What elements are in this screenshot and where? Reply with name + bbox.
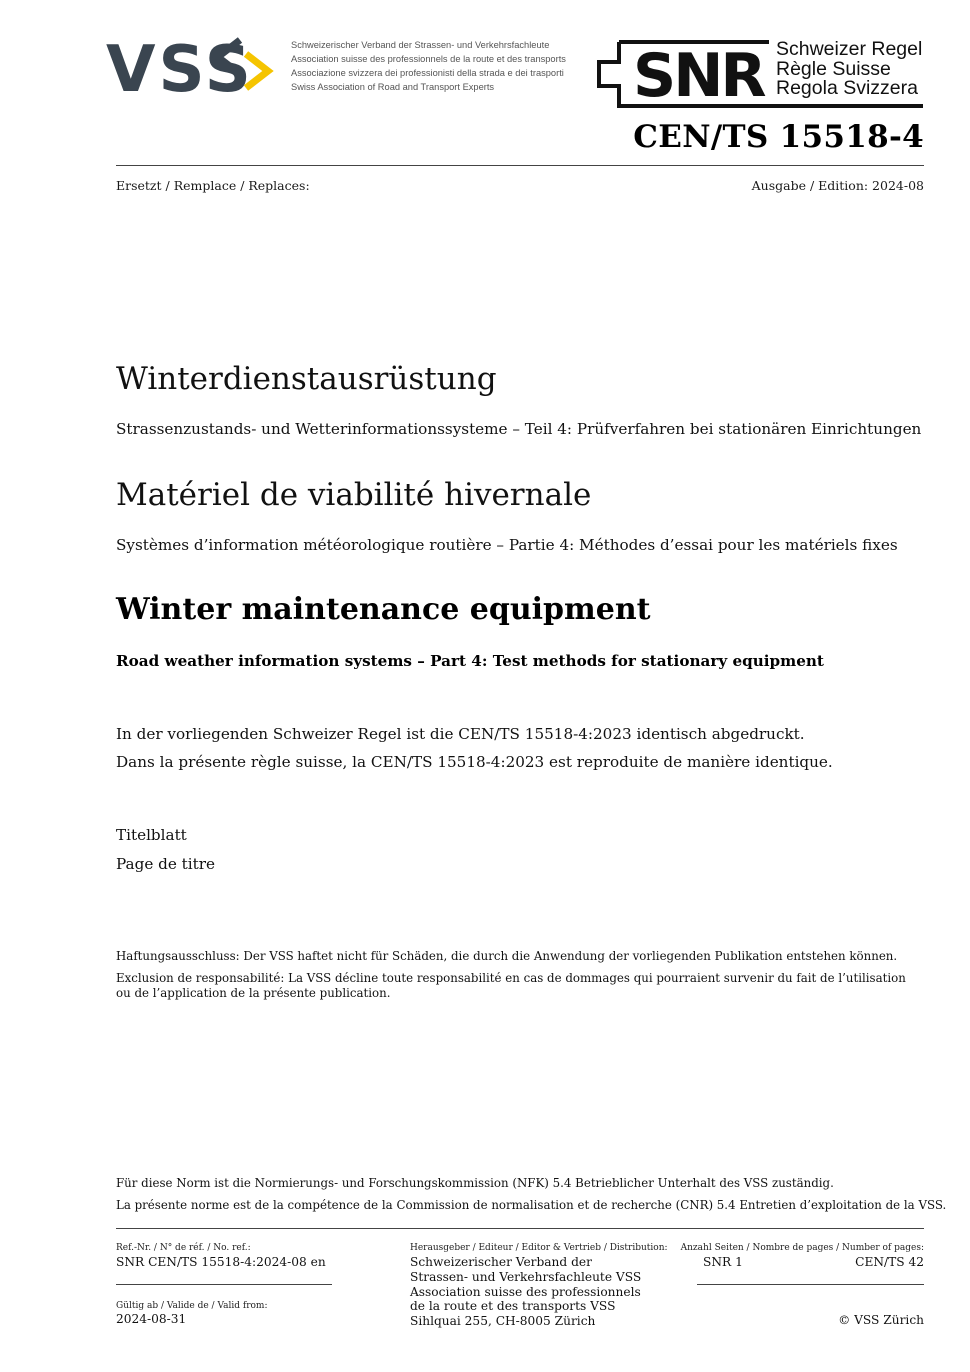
replaces-label: Ersetzt / Remplace / Replaces:: [116, 178, 310, 193]
valid-label: Gültig ab / Valide de / Valid from:: [116, 1301, 268, 1311]
copyright: © VSS Zürich: [838, 1313, 924, 1327]
snr-line-de: Schweizer Regel: [776, 38, 923, 60]
subtitle-french: Systèmes d’information météorologique routière – Partie 4: Méthodes d’essai pour les matériels fixes: [116, 536, 898, 554]
vss-logo-text: VSS: [106, 33, 254, 107]
vss-association-names: [291, 38, 566, 94]
pages-label: Anzahl Seiten / Nombre de pages / Number of pages:: [680, 1243, 924, 1253]
disclaimer-french-line-2: ou de l’application de la présente publication.: [116, 986, 391, 1000]
title-english: Winter maintenance equipment: [116, 592, 651, 627]
association-line-de: Schweizerischer Verband der Strassen- und Verkehrsfachleute: [291, 40, 550, 50]
snr-rule-names: [776, 40, 922, 99]
pages-snr: SNR 1: [703, 1255, 743, 1269]
publisher-line: Association suisse des professionnels: [410, 1284, 641, 1299]
publisher-line: Sihlquai 255, CH-8005 Zürich: [410, 1314, 596, 1329]
publisher-label: Herausgeber / Editeur / Editor & Vertrieb / Distribution:: [410, 1243, 668, 1253]
snr-logo-mark: SNR: [633, 41, 764, 110]
association-line-en: Swiss Association of Road and Transport Experts: [291, 82, 495, 92]
publisher-line: Strassen- und Verkehrsfachleute VSS: [410, 1269, 642, 1284]
header-divider: [116, 165, 924, 166]
disclaimer-german: Haftungsausschluss: Der VSS haftet nicht für Schäden, die durch die Anwendung der vorliegenden Publikation entstehen können.: [116, 949, 898, 963]
page-type-german: Titelblatt: [116, 826, 187, 844]
disclaimer-french-line-1: Exclusion de responsabilité: La VSS décline toute responsabilité en cas de dommages qui pourraient survenir du fait de l’utilisation: [116, 971, 906, 985]
valid-value: 2024-08-31: [116, 1312, 187, 1326]
snr-line-fr: Règle Suisse: [776, 57, 891, 80]
publisher-line: de la route et des transports VSS: [410, 1299, 616, 1314]
standard-id: CEN/TS 15518-4: [633, 119, 924, 155]
title-french: Matériel de viabilité hivernale: [116, 477, 592, 513]
association-line-fr: Association suisse des professionnels de la route et des transports: [291, 54, 566, 64]
footer-col3-divider: [697, 1284, 924, 1285]
committee-german: Für diese Norm ist die Normierungs- und Forschungskommission (NFK) 5.4 Betrieblicher Unterhalt des VSS zuständig.: [116, 1176, 834, 1190]
publisher-address: [410, 1255, 641, 1329]
pages-cen: CEN/TS 42: [855, 1255, 924, 1269]
committee-french: La présente norme est de la compétence de la Commission de normalisation et de recherche (CNR) 5.4 Entretien d’exploitation de la VSS.: [116, 1198, 947, 1212]
vss-arrow-icon: [212, 34, 274, 96]
disclaimer-french: [116, 971, 906, 1001]
statement-french: Dans la présente règle suisse, la CEN/TS 15518-4:2023 est reproduite de manière identique.: [116, 753, 833, 771]
ref-label: Ref.-Nr. / N° de réf. / No. ref.:: [116, 1243, 251, 1253]
statement-german: In der vorliegenden Schweizer Regel ist die CEN/TS 15518-4:2023 identisch abgedruckt.: [116, 725, 805, 743]
publisher-line: Schweizerischer Verband der: [410, 1255, 592, 1269]
subtitle-english: Road weather information systems – Part 4: Test methods for stationary equipment: [116, 652, 824, 670]
snr-line-it: Regola Svizzera: [776, 77, 918, 99]
association-line-it: Associazione svizzera dei professionisti della strada e dei trasporti: [291, 68, 564, 78]
ref-value: SNR CEN/TS 15518-4:2024-08 en: [116, 1255, 326, 1269]
footer-divider: [116, 1228, 924, 1229]
subtitle-german: Strassenzustands- und Wetterinformationssysteme – Teil 4: Prüfverfahren bei stationären Einrichtungen: [116, 420, 922, 438]
title-german: Winterdienstausrüstung: [116, 361, 497, 397]
edition-label: Ausgabe / Edition: 2024-08: [751, 178, 924, 193]
footer-col1-divider: [116, 1284, 332, 1285]
page-type-french: Page de titre: [116, 855, 215, 873]
